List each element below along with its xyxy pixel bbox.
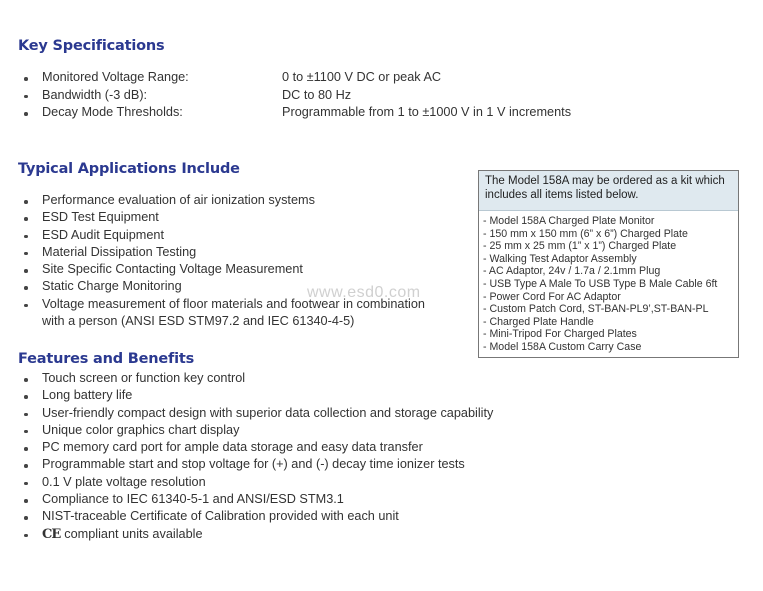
- bullet-icon: [24, 252, 28, 256]
- list-item: [18, 87, 571, 105]
- spec-label: Bandwidth (-3 dB):: [42, 87, 148, 102]
- list-item-text: Site Specific Contacting Voltage Measurement: [42, 262, 303, 277]
- bullet-icon: [24, 269, 28, 273]
- bullet-icon: [24, 516, 28, 520]
- list-item: [18, 192, 425, 209]
- kit-item: - USB Type A Male To USB Type B Male Cable 6ft: [483, 277, 718, 290]
- list-item: [18, 387, 493, 404]
- bullet-icon: [24, 430, 28, 434]
- list-item: [18, 370, 493, 387]
- bullet-icon: [24, 534, 28, 538]
- key-specifications-heading: Key Specifications: [18, 38, 165, 54]
- kit-item: - Power Cord For AC Adaptor: [483, 290, 621, 303]
- kit-item: - AC Adaptor, 24v / 1.7a / 2.1mm Plug: [483, 265, 661, 278]
- kit-items-list: [479, 211, 738, 354]
- bullet-icon: [24, 217, 28, 221]
- bullet-icon: [24, 95, 28, 99]
- list-item-text: compliant units available: [64, 526, 203, 541]
- key-specifications-list: [18, 69, 571, 122]
- features-heading: Features and Benefits: [18, 351, 195, 367]
- list-item-text: Voltage measurement of floor materials and footwear in combination: [42, 296, 425, 311]
- kit-item: - Model 158A Charged Plate Monitor: [483, 215, 655, 227]
- kit-item: - 150 mm x 150 mm (6” x 6”) Charged Plate: [483, 227, 688, 240]
- list-item: [18, 456, 493, 473]
- list-item-text-continued: with a person (ANSI ESD STM97.2 and IEC 61340-4-5): [42, 314, 355, 329]
- bullet-icon: [24, 464, 28, 468]
- list-item-text: 0.1 V plate voltage resolution: [42, 474, 206, 489]
- spec-label: Monitored Voltage Range:: [42, 70, 189, 84]
- list-item-text: Performance evaluation of air ionization systems: [42, 193, 315, 207]
- list-item-text: NIST-traceable Certificate of Calibration provided with each unit: [42, 509, 399, 524]
- kit-contents-box: [478, 170, 739, 358]
- spec-value: 0 to ±1100 V DC or peak AC: [282, 70, 442, 84]
- kit-item: - Custom Patch Cord, ST-BAN-PL9’,ST-BAN-PL: [483, 303, 709, 316]
- list-item: [18, 261, 425, 278]
- spec-value: DC to 80 Hz: [282, 87, 352, 102]
- kit-box-header: The Model 158A may be ordered as a kit which includes all items listed below.: [479, 171, 738, 211]
- kit-item: - Charged Plate Handle: [483, 315, 594, 328]
- list-item-text: Long battery life: [42, 388, 133, 403]
- list-item: [18, 69, 571, 87]
- list-item-text: PC memory card port for ample data storage and easy data transfer: [42, 440, 423, 455]
- kit-item: - Mini-Tripod For Charged Plates: [483, 328, 637, 341]
- bullet-icon: [24, 482, 28, 486]
- kit-item: - Walking Test Adaptor Assembly: [483, 252, 637, 265]
- list-item: [18, 405, 493, 422]
- list-item-text: ESD Audit Equipment: [42, 227, 165, 242]
- list-item: [18, 474, 493, 491]
- ce-mark-icon: CE: [42, 526, 61, 542]
- list-item: [18, 508, 493, 525]
- list-item: [18, 227, 425, 244]
- typical-applications-list: [18, 192, 425, 330]
- bullet-icon: [24, 413, 28, 417]
- list-item: [18, 209, 425, 226]
- list-item: [18, 104, 571, 122]
- list-item-text: Material Dissipation Testing: [42, 244, 197, 259]
- bullet-icon: [24, 77, 28, 81]
- list-item-text: User-friendly compact design with superior data collection and storage capability: [42, 405, 494, 420]
- bullet-icon: [24, 499, 28, 503]
- list-item: [18, 422, 493, 439]
- list-item-text: Unique color graphics chart display: [42, 422, 240, 437]
- bullet-icon: [24, 200, 28, 204]
- list-item: [18, 526, 493, 543]
- watermark: www.esd0.com: [307, 284, 421, 301]
- list-item: [18, 491, 493, 508]
- bullet-icon: [24, 395, 28, 399]
- bullet-icon: [24, 286, 28, 290]
- list-item: [18, 244, 425, 261]
- bullet-icon: [24, 378, 28, 382]
- bullet-icon: [24, 447, 28, 451]
- spec-label: Decay Mode Thresholds:: [42, 105, 183, 119]
- spec-value: Programmable from 1 to ±1000 V in 1 V increments: [282, 105, 572, 119]
- list-item-text: Compliance to IEC 61340-5-1 and ANSI/ESD STM3.1: [42, 492, 344, 507]
- kit-item: - 25 mm x 25 mm (1” x 1”) Charged Plate: [483, 240, 677, 253]
- kit-item: - Model 158A Custom Carry Case: [483, 340, 642, 353]
- list-item-text: ESD Test Equipment: [42, 210, 159, 225]
- list-item-text: Static Charge Monitoring: [42, 279, 182, 294]
- list-item: [18, 439, 493, 456]
- list-item-text: Touch screen or function key control: [42, 371, 246, 385]
- bullet-icon: [24, 304, 28, 308]
- typical-applications-heading: Typical Applications Include: [18, 161, 240, 177]
- features-list: [18, 370, 493, 543]
- list-item-text: Programmable start and stop voltage for (+) and (-) decay time ionizer tests: [42, 457, 465, 472]
- bullet-icon: [24, 235, 28, 239]
- bullet-icon: [24, 112, 28, 116]
